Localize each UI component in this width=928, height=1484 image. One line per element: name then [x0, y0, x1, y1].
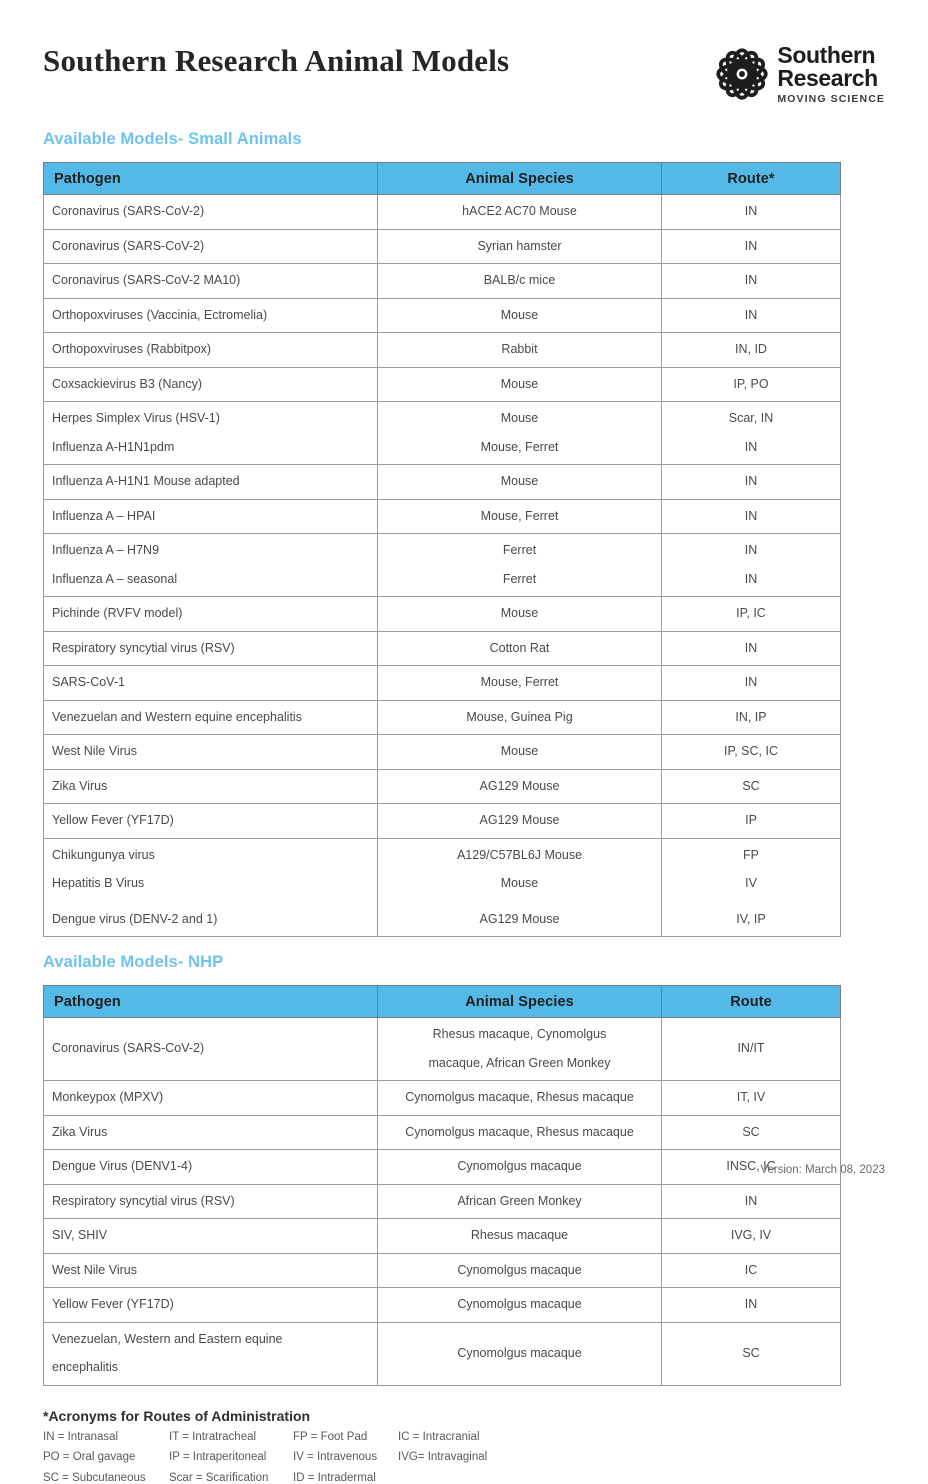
table-row [44, 465, 841, 500]
cell-line: Coronavirus (SARS-CoV-2 MA10) [52, 270, 369, 292]
cell-line: Yellow Fever (YF17D) [52, 1294, 369, 1316]
cell-line: macaque, African Green Monkey [386, 1053, 653, 1075]
cell-line: Cynomolgus macaque [386, 1343, 653, 1365]
cell-species [378, 1115, 662, 1150]
cell-species [378, 229, 662, 264]
acronym-entry: IT = Intratracheal [169, 1432, 293, 1444]
acronym-entry: IVG= Intravaginal [398, 1452, 538, 1464]
table-row [44, 631, 841, 666]
cell-route [662, 298, 841, 333]
cell-route [662, 499, 841, 534]
cell-line: Influenza A-H1N1 Mouse adapted [52, 471, 369, 493]
logo-wordmark [777, 44, 885, 104]
acronym-legend [43, 1432, 885, 1484]
table-row [44, 229, 841, 264]
cell-species [378, 735, 662, 770]
table-row [44, 1115, 841, 1150]
acronym-entry: IN = Intranasal [43, 1432, 169, 1444]
table-nhp [43, 985, 841, 1386]
cell-line: IP, IC [670, 603, 832, 625]
cell-route [662, 402, 841, 465]
cell-line: IN [670, 638, 832, 660]
cell-line: Monkeypox (MPXV) [52, 1087, 369, 1109]
cell-line: IN [670, 471, 832, 493]
cell-line: Coronavirus (SARS-CoV-2) [52, 236, 369, 258]
cell-line: Influenza A – H7N9 [52, 540, 369, 562]
cell-route [662, 1253, 841, 1288]
cell-pathogen [44, 298, 378, 333]
cell-route [662, 1018, 841, 1081]
column-header-animal-species: Animal Species [378, 986, 662, 1018]
cell-route [662, 838, 841, 937]
cell-line: IP [670, 810, 832, 832]
cell-species [378, 264, 662, 299]
cell-line: Pichinde (RVFV model) [52, 603, 369, 625]
column-header-route: Route* [662, 163, 841, 195]
cell-species [378, 631, 662, 666]
table-row [44, 367, 841, 402]
cell-pathogen [44, 1253, 378, 1288]
cell-species [378, 402, 662, 465]
cell-route [662, 229, 841, 264]
cell-line: IN [670, 270, 832, 292]
cell-pathogen [44, 1322, 378, 1385]
cell-line: Mouse [386, 374, 653, 396]
cell-pathogen [44, 1184, 378, 1219]
column-header-pathogen: Pathogen [44, 163, 378, 195]
acronym-row [43, 1432, 885, 1444]
cell-route [662, 333, 841, 368]
cell-line: Yellow Fever (YF17D) [52, 810, 369, 832]
cell-species [378, 1253, 662, 1288]
cell-line: Orthopoxviruses (Vaccinia, Ectromelia) [52, 305, 369, 327]
cell-line: Venezuelan, Western and Eastern equine [52, 1329, 369, 1351]
cell-line: Syrian hamster [386, 236, 653, 258]
cell-line: FP [670, 845, 832, 867]
logo-tagline: MOVING SCIENCE [777, 94, 885, 105]
cell-line: IN [670, 540, 832, 562]
cell-line: Influenza A – seasonal [52, 569, 369, 591]
cell-pathogen [44, 700, 378, 735]
cell-line: Mouse, Ferret [386, 437, 653, 459]
table-row [44, 666, 841, 701]
table-row [44, 1184, 841, 1219]
table-row [44, 735, 841, 770]
cell-line: Rhesus macaque, Cynomolgus [386, 1024, 653, 1046]
cell-route [662, 804, 841, 839]
cell-pathogen [44, 465, 378, 500]
acronym-entry: SC = Subcutaneous [43, 1473, 169, 1484]
cell-species [378, 1081, 662, 1116]
cell-pathogen [44, 264, 378, 299]
cell-species [378, 195, 662, 230]
cell-line: IC [670, 1260, 832, 1282]
cell-line: West Nile Virus [52, 1260, 369, 1282]
cell-line: Rabbit [386, 339, 653, 361]
cell-line: Respiratory syncytial virus (RSV) [52, 1191, 369, 1213]
cell-species [378, 769, 662, 804]
cell-line: BALB/c mice [386, 270, 653, 292]
cell-line: Cotton Rat [386, 638, 653, 660]
table-row [44, 838, 841, 937]
cell-line: INSC, IC [670, 1156, 832, 1178]
table-row [44, 1253, 841, 1288]
cell-line: Mouse, Ferret [386, 672, 653, 694]
cell-line: Cynomolgus macaque, Rhesus macaque [386, 1087, 653, 1109]
acronym-entry: IV = Intravenous [293, 1452, 398, 1464]
cell-pathogen [44, 1115, 378, 1150]
cell-line: Cynomolgus macaque [386, 1294, 653, 1316]
logo-line-2: Research [777, 67, 885, 90]
cell-line: African Green Monkey [386, 1191, 653, 1213]
cell-route [662, 1288, 841, 1323]
acronym-entry [398, 1473, 538, 1484]
cell-line: Coronavirus (SARS-CoV-2) [52, 201, 369, 223]
cell-line: Ferret [386, 569, 653, 591]
cell-line: AG129 Mouse [386, 776, 653, 798]
table-row [44, 804, 841, 839]
cell-line: Hepatitis B Virus [52, 873, 369, 895]
acronym-row [43, 1473, 885, 1484]
cell-route [662, 769, 841, 804]
cell-species [378, 499, 662, 534]
column-header-animal-species: Animal Species [378, 163, 662, 195]
cell-line: IN [670, 201, 832, 223]
section-heading-small-animals: Available Models- Small Animals [43, 130, 885, 149]
cell-line: IN, IP [670, 707, 832, 729]
cell-line: Dengue virus (DENV-2 and 1) [52, 909, 369, 931]
cell-species [378, 1288, 662, 1323]
table-header-row [44, 163, 841, 195]
cell-line: Influenza A-H1N1pdm [52, 437, 369, 459]
document-header [43, 0, 885, 102]
cell-line: IN [670, 569, 832, 591]
acronym-entry: IC = Intracranial [398, 1432, 538, 1444]
cell-species [378, 333, 662, 368]
cell-line: IN [670, 1191, 832, 1213]
table-row [44, 769, 841, 804]
cell-species [378, 700, 662, 735]
table-row [44, 1018, 841, 1081]
cell-route [662, 1184, 841, 1219]
cell-line: IN [670, 236, 832, 258]
column-header-pathogen: Pathogen [44, 986, 378, 1018]
cell-pathogen [44, 1288, 378, 1323]
table-body-small-animals [44, 195, 841, 937]
cell-line: Herpes Simplex Virus (HSV-1) [52, 408, 369, 430]
cell-line: Mouse [386, 408, 653, 430]
southern-research-logo [715, 40, 885, 104]
cell-species [378, 666, 662, 701]
acronym-entry: IP = Intraperitoneal [169, 1452, 293, 1464]
cell-line: IN/IT [670, 1038, 832, 1060]
cell-line: IP, PO [670, 374, 832, 396]
table-row [44, 1322, 841, 1385]
table-row [44, 264, 841, 299]
cell-line: Chikungunya virus [52, 845, 369, 867]
cell-line: Influenza A – HPAI [52, 506, 369, 528]
cell-line: Mouse [386, 471, 653, 493]
cell-pathogen [44, 195, 378, 230]
cell-line: Mouse, Guinea Pig [386, 707, 653, 729]
cell-route [662, 597, 841, 632]
cell-line: SIV, SHIV [52, 1225, 369, 1247]
cell-pathogen [44, 769, 378, 804]
cell-pathogen [44, 1219, 378, 1254]
cell-line: Zika Virus [52, 1122, 369, 1144]
logo-line-1: Southern [777, 44, 885, 67]
cell-species [378, 1184, 662, 1219]
cell-route [662, 1115, 841, 1150]
cell-pathogen [44, 367, 378, 402]
cell-line: Dengue Virus (DENV1-4) [52, 1156, 369, 1178]
cell-line: Zika Virus [52, 776, 369, 798]
table-row [44, 402, 841, 465]
cell-species [378, 1150, 662, 1185]
acronym-entry: ID = Intradermal [293, 1473, 398, 1484]
cell-line: hACE2 AC70 Mouse [386, 201, 653, 223]
cell-line: encephalitis [52, 1357, 369, 1379]
table-row [44, 333, 841, 368]
cell-line: IN [670, 437, 832, 459]
cell-pathogen [44, 1081, 378, 1116]
cell-species [378, 465, 662, 500]
cell-species [378, 838, 662, 937]
table-row [44, 597, 841, 632]
cell-line: SC [670, 1122, 832, 1144]
cell-line: Ferret [386, 540, 653, 562]
cell-line: Venezuelan and Western equine encephalitis [52, 707, 369, 729]
cell-species [378, 1219, 662, 1254]
cell-species [378, 534, 662, 597]
cell-line: IN [670, 506, 832, 528]
version-stamp: Version: March 08, 2023 [760, 1164, 885, 1176]
cell-line: IV, IP [670, 909, 832, 931]
cell-pathogen [44, 1018, 378, 1081]
table-row [44, 1288, 841, 1323]
cell-pathogen [44, 838, 378, 937]
cell-route [662, 631, 841, 666]
cell-line: IT, IV [670, 1087, 832, 1109]
cell-route [662, 195, 841, 230]
table-row [44, 1219, 841, 1254]
table-row [44, 534, 841, 597]
cell-line: Cynomolgus macaque [386, 1260, 653, 1282]
acronym-row [43, 1452, 885, 1464]
acronym-entry: PO = Oral gavage [43, 1452, 169, 1464]
cell-species [378, 298, 662, 333]
page-title: Southern Research Animal Models [43, 40, 509, 78]
cell-line: SC [670, 776, 832, 798]
cell-line: Scar, IN [670, 408, 832, 430]
cell-line: Orthopoxviruses (Rabbitpox) [52, 339, 369, 361]
cell-line: SC [670, 1343, 832, 1365]
table-row [44, 700, 841, 735]
cell-line: IV [670, 873, 832, 895]
cell-route [662, 465, 841, 500]
cell-pathogen [44, 631, 378, 666]
cell-species [378, 804, 662, 839]
cell-line: Mouse [386, 305, 653, 327]
cell-pathogen [44, 229, 378, 264]
cell-line: Rhesus macaque [386, 1225, 653, 1247]
table-row [44, 298, 841, 333]
cell-line: Mouse [386, 741, 653, 763]
cell-line: IN [670, 1294, 832, 1316]
table-row [44, 1150, 841, 1185]
cell-line: Coxsackievirus B3 (Nancy) [52, 374, 369, 396]
section-heading-nhp: Available Models- NHP [43, 953, 885, 972]
cell-line: A129/C57BL6J Mouse [386, 845, 653, 867]
cell-line: Cynomolgus macaque [386, 1156, 653, 1178]
cell-route [662, 264, 841, 299]
cell-pathogen [44, 499, 378, 534]
cell-line: IP, SC, IC [670, 741, 832, 763]
footnote-title: *Acronyms for Routes of Administration [43, 1408, 885, 1424]
cell-line: Cynomolgus macaque, Rhesus macaque [386, 1122, 653, 1144]
table-row [44, 195, 841, 230]
atom-flower-logo-icon [715, 47, 769, 101]
cell-route [662, 666, 841, 701]
cell-line: Mouse [386, 603, 653, 625]
cell-line: SARS-CoV-1 [52, 672, 369, 694]
cell-route [662, 534, 841, 597]
acronym-entry: FP = Foot Pad [293, 1432, 398, 1444]
cell-line: Respiratory syncytial virus (RSV) [52, 638, 369, 660]
table-small-animals [43, 162, 841, 937]
cell-route [662, 735, 841, 770]
cell-route [662, 1322, 841, 1385]
cell-route [662, 1219, 841, 1254]
cell-species [378, 1322, 662, 1385]
acronym-entry: Scar = Scarification [169, 1473, 293, 1484]
cell-line: West Nile Virus [52, 741, 369, 763]
cell-pathogen [44, 597, 378, 632]
cell-species [378, 1018, 662, 1081]
cell-line: IN, ID [670, 339, 832, 361]
cell-route [662, 367, 841, 402]
cell-species [378, 367, 662, 402]
cell-line: Mouse, Ferret [386, 506, 653, 528]
cell-pathogen [44, 1150, 378, 1185]
cell-pathogen [44, 804, 378, 839]
cell-pathogen [44, 534, 378, 597]
cell-line: AG129 Mouse [386, 909, 653, 931]
table-body-nhp [44, 1018, 841, 1386]
cell-pathogen [44, 333, 378, 368]
cell-line: AG129 Mouse [386, 810, 653, 832]
cell-pathogen [44, 666, 378, 701]
cell-line: Coronavirus (SARS-CoV-2) [52, 1038, 369, 1060]
cell-route [662, 700, 841, 735]
cell-line: Mouse [386, 873, 653, 895]
cell-species [378, 597, 662, 632]
table-row [44, 1081, 841, 1116]
cell-pathogen [44, 402, 378, 465]
column-header-route: Route [662, 986, 841, 1018]
cell-route [662, 1081, 841, 1116]
cell-line: IN [670, 305, 832, 327]
table-row [44, 499, 841, 534]
table-header-row [44, 986, 841, 1018]
cell-line: IVG, IV [670, 1225, 832, 1247]
cell-line: IN [670, 672, 832, 694]
cell-pathogen [44, 735, 378, 770]
